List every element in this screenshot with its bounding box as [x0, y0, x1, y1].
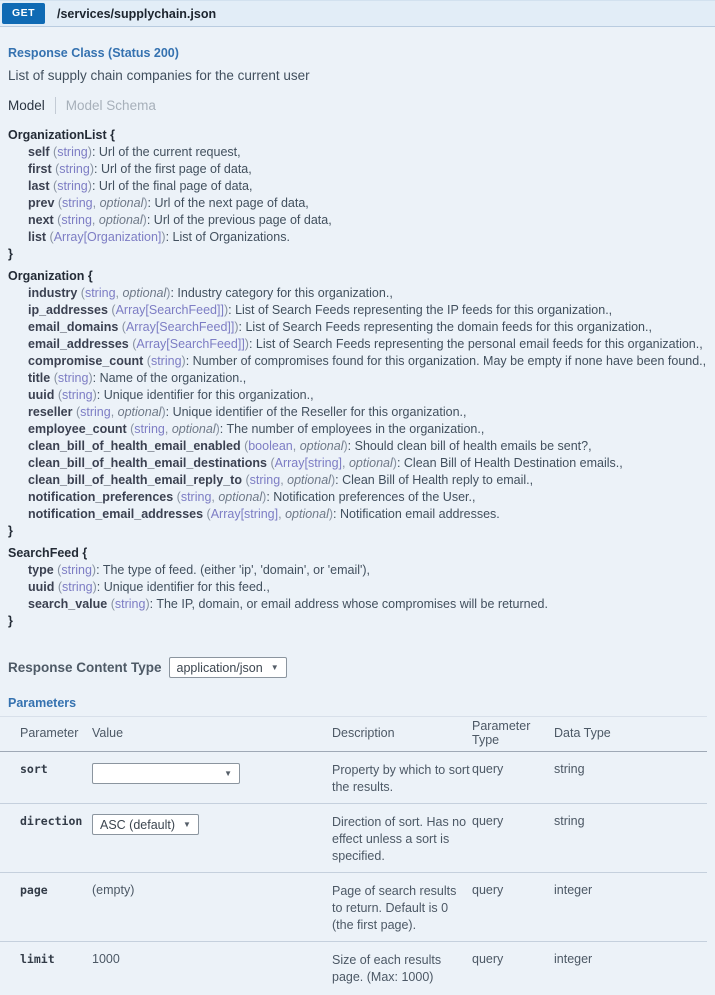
property-type: string [150, 354, 182, 368]
property-paren: ( [50, 371, 58, 385]
property-name: clean_bill_of_health_email_enabled [28, 439, 241, 453]
property-paren: ( [173, 490, 181, 504]
model-name: Organization { [8, 269, 93, 283]
property-type: string [57, 179, 88, 193]
model-name: SearchFeed { [8, 546, 88, 560]
model-organizationlist [8, 127, 707, 263]
property-type: string [57, 371, 89, 385]
property-paren: ( [203, 507, 211, 521]
property-paren: ) [143, 196, 148, 210]
property-description: : List of Search Feeds representing the IP feeds for this organization., [228, 303, 613, 317]
model-property [8, 144, 707, 161]
parameter-value-cell [92, 804, 332, 873]
parameter-type: query [472, 804, 554, 873]
property-paren: ( [128, 337, 137, 351]
property-name: search_value [28, 597, 108, 611]
parameter-value-cell [92, 942, 332, 994]
property-paren: ) [330, 473, 336, 487]
property-comma: , [92, 196, 100, 210]
parameter-data-type: string [554, 804, 707, 873]
column-header-value: Value [92, 717, 332, 752]
property-name: next [28, 213, 54, 227]
property-description: : Unique identifier for this organization., [96, 388, 314, 402]
parameter-value-cell [92, 752, 332, 804]
property-description: : Notification email addresses. [333, 507, 500, 521]
parameter-name: limit [0, 942, 92, 994]
property-type: string [62, 196, 93, 210]
property-type: string [61, 563, 92, 577]
property-name: list [28, 230, 47, 244]
property-paren: ( [240, 439, 249, 453]
property-paren: ) [92, 580, 97, 594]
property-paren: ( [53, 213, 62, 227]
property-paren: ( [266, 456, 275, 470]
parameter-description: Direction of sort. Has no effect unless a sort is specified. [332, 804, 472, 873]
model-property [8, 387, 707, 404]
property-name: title [28, 371, 51, 385]
property-paren: ( [49, 145, 58, 159]
column-header-description: Description [332, 717, 472, 752]
property-type: string [114, 597, 146, 611]
property-description: : Should clean bill of health emails be sent?, [347, 439, 592, 453]
property-paren: ) [343, 439, 348, 453]
property-name: last [28, 179, 50, 193]
property-comma: , [211, 490, 219, 504]
property-paren: ) [88, 371, 93, 385]
property-name: self [28, 145, 50, 159]
model-property [8, 161, 707, 178]
model-property [8, 319, 707, 336]
model-property [8, 455, 707, 472]
response-class-description: List of supply chain companies for the current user [8, 68, 310, 83]
property-paren: ) [244, 337, 249, 351]
property-description: : Clean Bill of Health Destination emails., [396, 456, 623, 470]
parameter-value-select[interactable] [92, 763, 240, 784]
property-paren: ) [181, 354, 186, 368]
property-comma: , [115, 286, 123, 300]
property-optional-flag: optional [171, 422, 216, 436]
property-optional-flag: optional [99, 196, 144, 210]
property-type: string [249, 473, 281, 487]
model-tabs [8, 97, 707, 114]
property-type: Array[Organization] [53, 230, 162, 244]
property-paren: ) [87, 179, 92, 193]
property-name: compromise_count [28, 354, 144, 368]
property-paren: ( [107, 597, 115, 611]
property-paren: ( [54, 388, 63, 402]
property-paren: ) [92, 388, 97, 402]
property-paren: ) [161, 405, 166, 419]
model-property [8, 302, 707, 319]
property-name: employee_count [28, 422, 127, 436]
model-property [8, 353, 707, 370]
tab-model[interactable]: Model [8, 98, 45, 113]
parameter-value-text: 1000 [92, 952, 120, 966]
property-description: : Url of the previous page of data, [146, 213, 332, 227]
parameter-description: Size of each results page. (Max: 1000) [332, 942, 472, 994]
parameter-value-selected: ASC (default) [100, 817, 176, 832]
operation-content [0, 46, 715, 710]
property-optional-flag: optional [98, 213, 143, 227]
parameter-data-type: string [554, 762, 585, 776]
parameters-table-header [0, 717, 707, 752]
model-name: OrganizationList { [8, 128, 115, 142]
property-paren: ( [77, 286, 85, 300]
property-type: string [134, 422, 165, 436]
property-paren: ) [89, 162, 95, 176]
property-type: Array[SearchFeed]] [125, 320, 235, 334]
property-description: : Url of the current request, [91, 145, 241, 159]
property-type: string [80, 405, 111, 419]
model-property [8, 178, 707, 195]
property-paren: ) [215, 422, 220, 436]
property-paren: ( [53, 563, 62, 577]
property-type: string [62, 580, 93, 594]
property-paren: ( [46, 230, 54, 244]
model-searchfeed [8, 545, 707, 630]
parameters-heading: Parameters [8, 696, 77, 710]
model-property [8, 370, 707, 387]
property-name: email_addresses [28, 337, 129, 351]
response-content-type-row [8, 656, 707, 679]
property-name: industry [28, 286, 78, 300]
model-property [8, 229, 707, 246]
parameter-type: query [472, 942, 554, 994]
property-description: : Number of compromises found for this organization. May be empty if none have been found., [185, 354, 707, 368]
response-class-heading: Response Class (Status 200) [8, 46, 179, 60]
property-type: Array[SearchFeed]] [115, 303, 224, 317]
property-optional-flag: optional [285, 507, 329, 521]
property-paren: ( [107, 303, 116, 317]
property-name: reseller [28, 405, 73, 419]
property-description: : Url of the next page of data, [147, 196, 309, 210]
property-description: : List of Search Feeds representing the domain feeds for this organization., [238, 320, 652, 334]
model-closing-brace: } [8, 524, 13, 538]
property-paren: ) [166, 286, 171, 300]
property-type: string [57, 145, 88, 159]
model-organization [8, 268, 707, 540]
endpoint-path[interactable]: /services/supplychain.json [57, 6, 217, 21]
property-type: string [61, 213, 92, 227]
property-description: : Clean Bill of Health reply to email., [335, 473, 534, 487]
model-closing-brace: } [8, 247, 13, 261]
parameter-description: Page of search results to return. Default is 0 (the first page). [332, 873, 472, 942]
parameter-description: Property by which to sort the results. [332, 763, 470, 794]
property-paren: ( [241, 473, 250, 487]
response-content-type-select[interactable] [169, 657, 287, 678]
response-content-type-label: Response Content Type [8, 660, 162, 675]
parameter-value-select[interactable] [92, 814, 199, 835]
tab-model-schema[interactable]: Model Schema [65, 98, 156, 113]
property-type: Array[string] [210, 507, 279, 521]
tab-divider [55, 97, 56, 114]
property-optional-flag: optional [299, 439, 344, 453]
property-paren: ) [328, 507, 334, 521]
property-name: notification_preferences [28, 490, 174, 504]
property-paren: ) [223, 303, 229, 317]
model-property [8, 438, 707, 455]
property-name: prev [28, 196, 55, 210]
property-name: notification_email_addresses [28, 507, 204, 521]
model-property [8, 506, 707, 523]
parameter-row-page [0, 873, 707, 942]
property-comma: , [278, 507, 286, 521]
model-property [8, 285, 707, 302]
parameters-table [0, 716, 707, 993]
parameter-value-text: (empty) [92, 883, 135, 897]
property-description: : The number of employees in the organization., [219, 422, 485, 436]
column-header-parameter: Parameter [0, 717, 92, 752]
property-description: : Notification preferences of the User., [266, 490, 476, 504]
property-description: : List of Organizations. [165, 230, 290, 244]
property-paren: ) [145, 597, 150, 611]
property-paren: ) [161, 230, 166, 244]
property-optional-flag: optional [348, 456, 393, 470]
property-paren: ( [54, 580, 63, 594]
column-header-parameter-type: Parameter Type [472, 717, 554, 752]
property-description: : Url of the final page of data, [91, 179, 253, 193]
property-comma: , [292, 439, 300, 453]
property-optional-flag: optional [287, 473, 331, 487]
property-comma: , [91, 213, 99, 227]
property-comma: , [164, 422, 172, 436]
model-property [8, 404, 707, 421]
parameter-type: query [472, 762, 504, 776]
property-paren: ) [87, 145, 92, 159]
property-type: string [180, 490, 212, 504]
model-property [8, 562, 707, 579]
property-paren: ( [49, 179, 58, 193]
property-description: : Industry category for this organization., [170, 286, 393, 300]
model-property [8, 212, 707, 229]
property-type: Array[SearchFeed]] [136, 337, 245, 351]
parameter-name: sort [20, 762, 48, 776]
property-comma: , [342, 456, 349, 470]
property-name: clean_bill_of_health_email_destinations [28, 456, 267, 470]
property-paren: ( [118, 320, 126, 334]
column-header-data-type: Data Type [554, 717, 707, 752]
http-method-badge[interactable]: GET [2, 3, 45, 24]
property-type: string [59, 162, 90, 176]
model-closing-brace: } [8, 614, 13, 628]
parameter-row-direction [0, 804, 707, 873]
model-signature [8, 127, 707, 630]
property-name: clean_bill_of_health_email_reply_to [28, 473, 242, 487]
property-paren: ( [143, 354, 151, 368]
model-property [8, 195, 707, 212]
property-paren: ) [91, 563, 97, 577]
property-paren: ( [126, 422, 135, 436]
chevron-down-icon: ▼ [270, 663, 279, 672]
property-name: uuid [28, 388, 55, 402]
model-property [8, 472, 707, 489]
property-paren: ( [51, 162, 60, 176]
property-description: : The IP, domain, or email address whose compromises will be returned. [149, 597, 548, 611]
property-paren: ) [392, 456, 397, 470]
parameter-row-sort [0, 752, 707, 804]
property-type: string [84, 286, 116, 300]
property-optional-flag: optional [122, 286, 167, 300]
property-name: ip_addresses [28, 303, 108, 317]
property-description: : Name of the organization., [92, 371, 247, 385]
parameter-data-type: integer [554, 942, 707, 994]
property-type: boolean [248, 439, 293, 453]
parameter-value-cell [92, 873, 332, 942]
model-property [8, 579, 707, 596]
parameter-name: page [0, 873, 92, 942]
property-description: : Unique identifier for this feed., [96, 580, 270, 594]
property-type: Array[string] [274, 456, 343, 470]
property-paren: ) [234, 320, 239, 334]
model-property [8, 336, 707, 353]
response-content-type-value: application/json [176, 660, 263, 675]
property-paren: ) [262, 490, 267, 504]
parameter-data-type: integer [554, 873, 707, 942]
property-paren: ( [54, 196, 63, 210]
property-description: : The type of feed. (either 'ip', 'domain', or 'email'), [96, 563, 371, 577]
property-paren: ( [72, 405, 81, 419]
property-name: email_domains [28, 320, 119, 334]
parameter-row-limit [0, 942, 707, 994]
property-description: : List of Search Feeds representing the personal email feeds for this organization., [248, 337, 703, 351]
model-property [8, 421, 707, 438]
property-description: : Unique identifier of the Reseller for this organization., [165, 405, 467, 419]
property-name: uuid [28, 580, 55, 594]
parameter-name: direction [0, 804, 92, 873]
property-comma: , [280, 473, 288, 487]
property-paren: ) [142, 213, 147, 227]
parameter-type: query [472, 873, 554, 942]
property-name: first [28, 162, 52, 176]
property-optional-flag: optional [218, 490, 263, 504]
model-property [8, 596, 707, 613]
endpoint-header[interactable] [0, 0, 715, 27]
model-property [8, 489, 707, 506]
property-optional-flag: optional [117, 405, 162, 419]
chevron-down-icon: ▼ [183, 820, 191, 829]
chevron-down-icon: ▼ [224, 768, 232, 778]
property-type: string [62, 388, 93, 402]
property-name: type [28, 563, 54, 577]
property-description: : Url of the first page of data, [94, 162, 252, 176]
property-comma: , [110, 405, 118, 419]
